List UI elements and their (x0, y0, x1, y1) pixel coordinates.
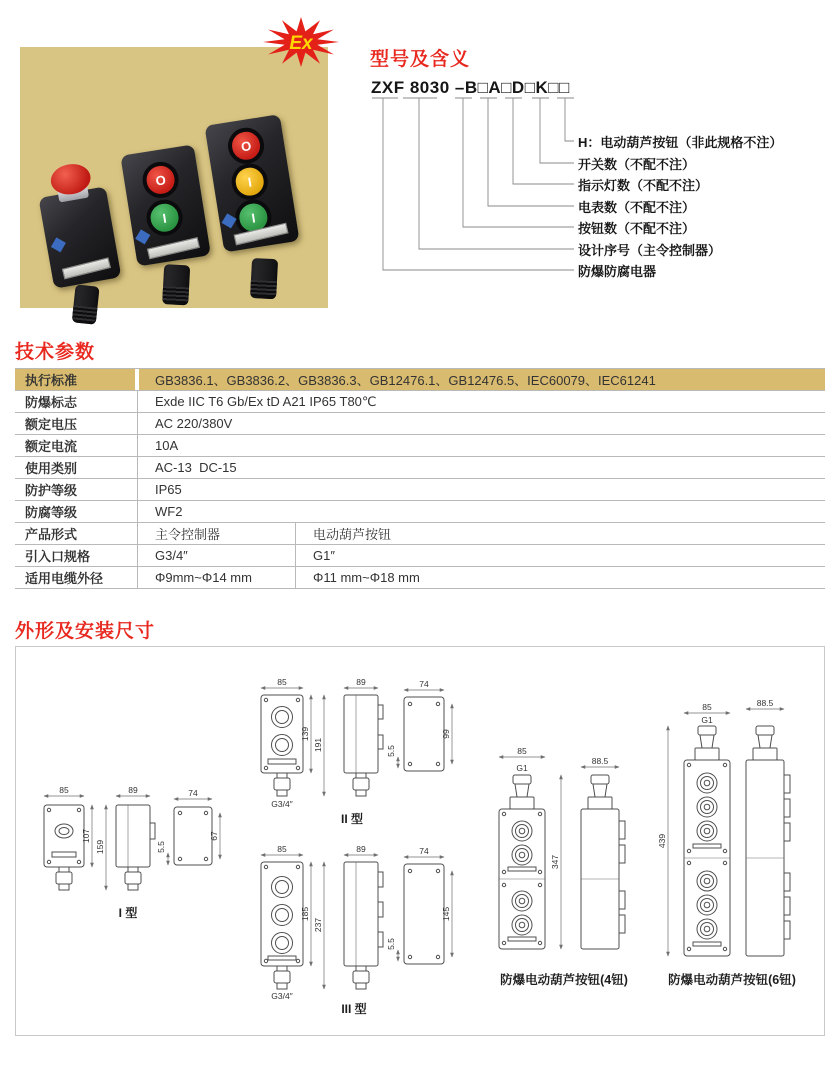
param-label: 产品形式 (25, 527, 78, 542)
caption-type2: II 型 (340, 812, 364, 826)
table-row (15, 457, 825, 479)
param-value: AC-13 DC-15 (155, 460, 237, 475)
dim-type1-hole-dia: 5.5 (156, 841, 166, 853)
caption-type3: III 型 (341, 1002, 367, 1016)
param-label: 防腐等级 (25, 505, 78, 520)
caption-type1: I 型 (118, 906, 138, 920)
param-value-controller: 主令控制器 (155, 527, 221, 542)
button-glyph: I (246, 173, 253, 190)
model-label-buttons: 按钮数（不配不注） (578, 221, 696, 236)
dim-type1-total-height: 159 (95, 839, 105, 855)
button-glyph: O (239, 137, 253, 154)
dim-type2-thread: G3/4″ (271, 799, 293, 809)
dim-type2-front-width: 85 (277, 677, 287, 687)
dim-type1-hole-spacing: 67 (209, 831, 219, 841)
param-label: 防护等级 (25, 483, 78, 498)
model-label-series: 设计序号（主令控制器） (578, 243, 722, 258)
button-glyph: O (154, 171, 167, 189)
param-label: 适用电缆外径 (25, 571, 104, 586)
ex-badge-text: Ex (289, 33, 313, 54)
tech-params-title: 技术参数 (15, 342, 96, 363)
drawing-type3 (261, 844, 452, 1016)
dim-type2-side-width: 89 (356, 677, 366, 687)
table-row (15, 479, 825, 501)
dim-type3-side-width: 89 (356, 844, 366, 854)
param-value-hoist: G1″ (313, 548, 335, 563)
param-label: 引入口规格 (25, 549, 91, 564)
caption-hoist4: 防爆电动葫芦按钮(4钮) (500, 973, 628, 987)
param-value: Exde IIC T6 Gb/Ex tD A21 IP65 T80℃ (155, 393, 377, 409)
table-row (15, 523, 825, 545)
caption-hoist6: 防爆电动葫芦按钮(6钮) (668, 973, 796, 987)
drawing-hoist6 (657, 698, 796, 987)
dim-type3-hole-dia: 5.5 (386, 938, 396, 950)
dim-hoist6-front-width: 85 (702, 702, 712, 712)
param-label: 额定电压 (25, 417, 78, 432)
param-label: 使用类别 (25, 461, 78, 476)
param-value: WF2 (155, 504, 183, 519)
dimensions-title: 外形及安装尺寸 (15, 621, 156, 642)
dimension-drawings-panel (15, 646, 825, 1036)
dim-type3-body-height: 185 (300, 906, 310, 922)
table-row (15, 501, 825, 523)
dim-hoist6-inlet: G1 (701, 715, 713, 725)
dim-type2-hole-dia: 5.5 (386, 745, 396, 757)
dim-type3-front-width: 85 (277, 844, 287, 854)
dim-hoist4-inlet: G1 (516, 763, 528, 773)
dim-hoist6-side-width: 88.5 (756, 698, 774, 708)
button-glyph: I (161, 210, 168, 226)
model-label-hoist: H：电动葫芦按钮（非此规格不注） (578, 135, 783, 150)
param-value: IP65 (155, 482, 182, 497)
dim-hoist4-total-height: 347 (550, 854, 560, 870)
model-label-lamps: 指示灯数（不配不注） (578, 178, 709, 193)
param-value: GB3836.1、GB3836.2、GB3836.3、GB12476.1、GB12476.5、IEC60079、IEC61241 (139, 369, 825, 390)
dim-hoist4-side-width: 88.5 (591, 756, 609, 766)
param-value: AC 220/380V (155, 416, 233, 431)
dim-hoist4-front-width: 85 (517, 746, 527, 756)
table-row (15, 435, 825, 457)
dim-type3-total-height: 237 (313, 917, 323, 933)
model-label-meters: 电表数（不配不注） (578, 200, 696, 215)
param-value-controller: Φ9mm~Φ14 mm (155, 570, 252, 585)
drawing-type2 (261, 677, 452, 826)
param-label: 防爆标志 (25, 395, 78, 410)
dim-type1-side-width: 89 (128, 785, 138, 795)
dim-type1-body-height: 107 (81, 828, 91, 844)
cable-gland (250, 258, 278, 299)
param-value-hoist: Φ11 mm~Φ18 mm (313, 570, 420, 585)
drawing-hoist4 (499, 746, 628, 987)
cable-gland (72, 284, 100, 324)
ex-badge (263, 15, 339, 69)
product-photo (20, 33, 328, 308)
dim-type3-hole-spacing: 145 (441, 906, 451, 922)
dim-type2-total-height: 191 (313, 737, 323, 753)
table-row (15, 369, 825, 391)
dim-type2-body-height: 139 (300, 726, 310, 742)
drawing-type1 (44, 785, 220, 920)
dim-hoist6-total-height: 439 (657, 833, 667, 849)
model-label-family: 防爆防腐电器 (578, 264, 657, 279)
dim-type3-thread: G3/4″ (271, 991, 293, 1001)
param-value-hoist: 电动葫芦按钮 (313, 527, 392, 542)
dim-type1-front-width: 85 (59, 785, 69, 795)
param-value-controller: G3/4″ (155, 548, 188, 563)
dim-type2-hole-spacing: 99 (441, 729, 451, 739)
dim-type3-back-width: 74 (419, 846, 429, 856)
param-label: 执行标准 (15, 369, 135, 390)
model-code: ZXF 8030 –B□A□D□K□□ (371, 78, 570, 97)
table-row (15, 567, 825, 589)
model-label-switches: 开关数（不配不注） (578, 157, 696, 172)
button-glyph: I (250, 209, 257, 226)
dim-type1-back-width: 74 (188, 788, 198, 798)
param-value: 10A (155, 438, 179, 453)
dim-type2-back-width: 74 (419, 679, 429, 689)
param-label: 额定电流 (25, 439, 78, 454)
table-row (15, 391, 825, 413)
model-section-title: 型号及含义 (370, 49, 471, 70)
cable-gland (162, 264, 190, 305)
dimension-drawings (16, 647, 824, 1033)
table-row (15, 413, 825, 435)
tech-params-table (15, 368, 825, 589)
table-row (15, 545, 825, 567)
